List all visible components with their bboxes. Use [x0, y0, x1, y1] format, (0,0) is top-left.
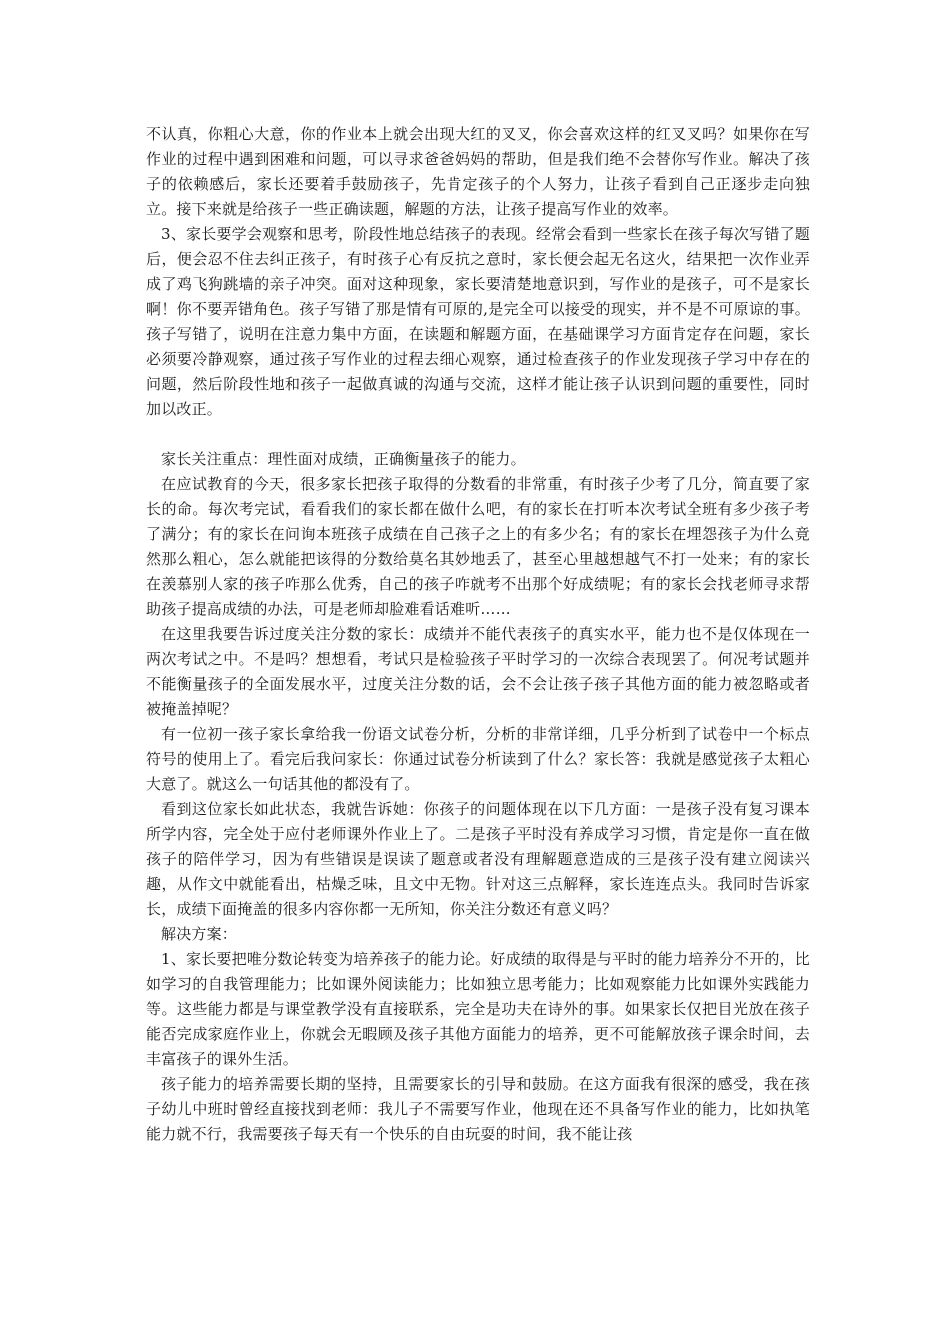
- blank-line: [146, 422, 810, 447]
- paragraph-2: 3、家长要学会观察和思考，阶段性地总结孩子的表现。经常会看到一些家长在孩子每次写错了题后，便会忍不住去纠正孩子，有时孩子心有反抗之意时，家长便会起无名这火，结果把一次作业弄成了鸡飞狗跳墙的亲子冲突。面对这种现象，家长要清楚地意识到，写作业的是孩子，可不是家长啊！你不要弄错角色。孩子写错了那是情有可原的,是完全可以接受的现实，并不是不可原谅的事。孩子写错了，说明在注意力集中方面，在读题和解题方面，在基础课学习方面肯定存在问题，家长必须要冷静观察，通过孩子写作业的过程去细心观察，通过检查孩子的作业发现孩子学习中存在的问题，然后阶段性地和孩子一起做真诚的沟通与交流，这样才能让孩子认识到问题的重要性，同时加以改正。: [146, 225, 810, 418]
- paragraph-4: 在这里我要告诉过度关注分数的家长：成绩并不能代表孩子的真实水平，能力也不是仅体现在一两次考试之中。不是吗？想想看，考试只是检验孩子平时学习的一次综合表现罢了。何况考试题并不能衡量孩子的全面发展水平，过度关注分数的话，会不会让孩子孩子其他方面的能力被忽略或者被掩盖掉呢？: [146, 625, 810, 718]
- solution-heading: 解决方案：: [161, 925, 238, 943]
- paragraph-8: 孩子能力的培养需要长期的坚持，且需要家长的引导和鼓励。在这方面我有很深的感受，我在孩子幼儿中班时曾经直接找到老师：我儿子不需要写作业，他现在还不具备写作业的能力，比如执笔能力就不行，我需要孩子每天有一个快乐的自由玩耍的时间，我不能让孩: [146, 1075, 810, 1143]
- section-heading: 家长关注重点：理性面对成绩，正确衡量孩子的能力。: [161, 450, 526, 468]
- paragraph-5: 有一位初一孩子家长拿给我一份语文试卷分析，分析的非常详细，几乎分析到了试卷中一个标点符号的使用上了。看完后我问家长：你通过试卷分析读到了什么？家长答：我就是感觉孩子太粗心大意了。就这么一句话其他的都没有了。: [146, 725, 810, 793]
- paragraph-1: 不认真，你粗心大意，你的作业本上就会出现大红的叉叉，你会喜欢这样的红叉叉吗？如果你在写作业的过程中遇到困难和问题，可以寻求爸爸妈妈的帮助，但是我们绝不会替你写作业。解决了孩子的依赖感后，家长还要着手鼓励孩子，先肯定孩子的个人努力，让孩子看到自己正逐步走向独立。接下来就是给孩子一些正确读题，解题的方法，让孩子提高写作业的效率。: [146, 125, 810, 218]
- paragraph-3: 在应试教育的今天，很多家长把孩子取得的分数看的非常重，有时孩子少考了几分，简直要了家长的命。每次考完试，看看我们的家长都在做什么吧，有的家长在打听本次考试全班有多少孩子考了满分；有的家长在问询本班孩子成绩在自己孩子之上的有多少名；有的家长在埋怨孩子为什么竟然那么粗心，怎么就能把该得的分数给莫名其妙地丢了，甚至心里越想越气不打一处来；有的家长在羡慕别人家的孩子咋那么优秀，自己的孩子咋就考不出那个好成绩呢；有的家长会找老师寻求帮助孩子提高成绩的办法，可是老师却脸难看话难听……: [146, 475, 810, 618]
- paragraph-7: 1、家长要把唯分数论转变为培养孩子的能力论。好成绩的取得是与平时的能力培养分不开的，比如学习的自我管理能力；比如课外阅读能力；比如独立思考能力；比如观察能力比如课外实践能力等。这些能力都是与课堂教学没有直接联系，完全是功夫在诗外的事。如果家长仅把目光放在孩子能否完成家庭作业上，你就会无暇顾及孩子其他方面能力的培养，更不可能解放孩子课余时间，去丰富孩子的课外生活。: [146, 950, 810, 1068]
- document-body: [146, 122, 810, 1147]
- paragraph-6: 看到这位家长如此状态，我就告诉她：你孩子的问题体现在以下几方面：一是孩子没有复习课本所学内容，完全处于应付老师课外作业上了。二是孩子平时没有养成学习习惯，肯定是你一直在做孩子的陪伴学习，因为有些错误是误读了题意或者没有理解题意造成的三是孩子没有建立阅读兴趣，从作文中就能看出，枯燥乏味，且文中无物。针对这三点解释，家长连连点头。我同时告诉家长，成绩下面掩盖的很多内容你都一无所知，你关注分数还有意义吗？: [146, 800, 810, 918]
